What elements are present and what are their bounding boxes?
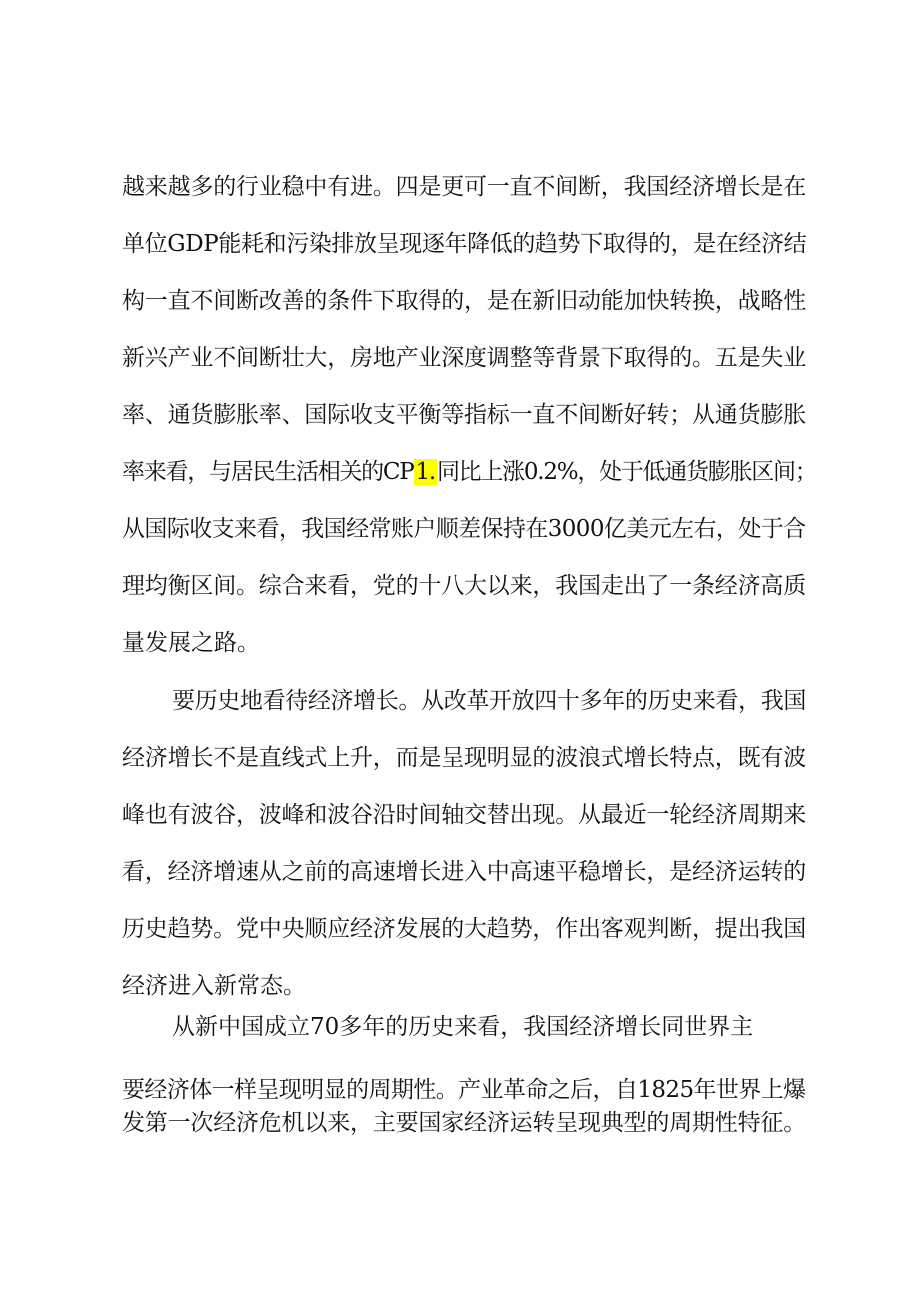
highlighted-text: 1.: [415, 459, 435, 485]
paragraph-2-line-2: 经济增长不是直线式上升，而是呈现明显的波浪式增长特点，既有波: [122, 745, 807, 771]
paragraph-2-line-5: 历史趋势。党中央顺应经济发展的大趋势，作出客观判断，提出我国: [122, 916, 807, 942]
paragraph-2-line-4: 看，经济增速从之前的高速增长进入中高速平稳增长，是经济运转的: [122, 859, 807, 885]
paragraph-2-line-6: 经济进入新常态。: [122, 973, 306, 999]
paragraph-1-line-6: [122, 457, 817, 487]
paragraph-1-line-5: 率、通货膨胀率、国际收支平衡等指标一直不间断好转；从通货膨胀: [122, 402, 807, 428]
paragraph-1-line-2: 单位GDP能耗和污染排放呈现逐年降低的趋势下取得的，是在经济结: [122, 231, 807, 257]
paragraph-1-line-9: 量发展之路。: [122, 630, 260, 656]
line-6-text-after: 同比上涨0.2%，处于低通货膨胀区间；: [436, 459, 817, 485]
paragraph-1-line-7: 从国际收支来看，我国经常账户顺差保持在3000亿美元左右，处于合: [122, 516, 806, 542]
paragraph-1-line-4: 新兴产业不间断壮大，房地产业深度调整等背景下取得的。五是失业: [122, 345, 807, 371]
paragraph-3-line-2: 要经济体一样呈现明显的周期性。产业革命之后，自1825年世界上爆: [122, 1077, 806, 1103]
paragraph-1-line-3: 构一直不间断改善的条件下取得的，是在新旧动能加快转换，战略性: [122, 288, 807, 314]
paragraph-1-line-8: 理均衡区间。综合来看，党的十八大以来，我国走出了一条经济高质: [122, 573, 807, 599]
paragraph-3-line-3: 发第一次经济危机以来，主要国家经济运转呈现典型的周期性特征。: [122, 1110, 807, 1136]
paragraph-3-line-1: 从新中国成立70多年的历史来看，我国经济增长同世界主: [172, 1014, 754, 1040]
paragraph-2-line-1: 要历史地看待经济增长。从改革开放四十多年的历史来看，我国: [172, 688, 807, 714]
line-6-text-before: 率来看，与居民生活相关的CP: [122, 459, 414, 485]
paragraph-2-line-3: 峰也有波谷，波峰和波谷沿时间轴交替出现。从最近一轮经济周期来: [122, 802, 807, 828]
paragraph-1-line-1: 越来越多的行业稳中有进。四是更可一直不间断，我国经济增长是在: [122, 174, 807, 200]
